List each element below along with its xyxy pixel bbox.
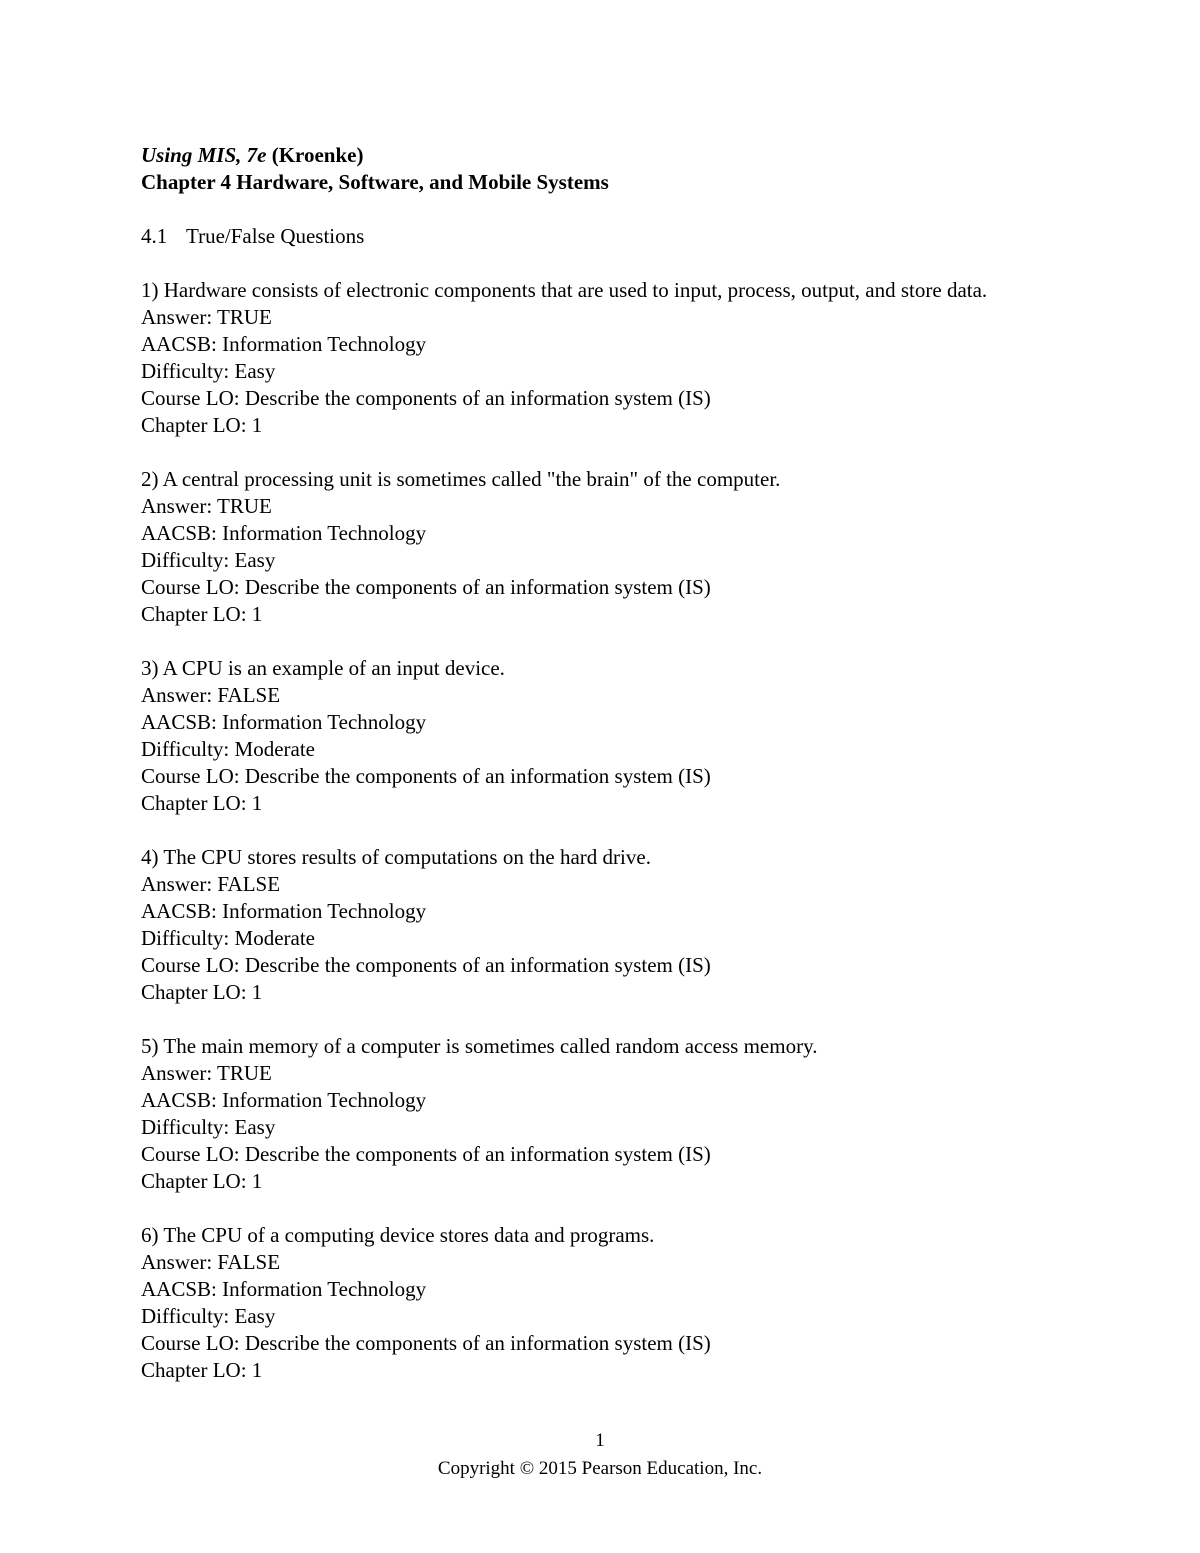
question-course-lo: Course LO: Describe the components of an information system (IS) (141, 575, 711, 599)
page-content (141, 142, 1061, 1411)
question-chapter-lo: Chapter LO: 1 (141, 413, 263, 437)
question-chapter-lo: Chapter LO: 1 (141, 791, 263, 815)
question-item (141, 844, 1061, 1006)
question-item (141, 1033, 1061, 1195)
question-aacsb: AACSB: Information Technology (141, 1277, 427, 1301)
question-aacsb: AACSB: Information Technology (141, 710, 427, 734)
question-text: 2) A central processing unit is sometimes called "the brain" of the computer. (141, 467, 781, 491)
question-answer: Answer: TRUE (141, 494, 272, 518)
question-text: 5) The main memory of a computer is sometimes called random access memory. (141, 1034, 818, 1058)
section-heading (141, 223, 1061, 250)
question-difficulty: Difficulty: Easy (141, 548, 276, 572)
question-chapter-lo: Chapter LO: 1 (141, 1358, 263, 1382)
question-answer: Answer: TRUE (141, 305, 272, 329)
question-text: 3) A CPU is an example of an input device. (141, 656, 505, 680)
question-item (141, 1222, 1061, 1384)
question-difficulty: Difficulty: Moderate (141, 737, 315, 761)
question-item (141, 277, 1061, 439)
book-title: Using MIS, 7e (141, 143, 267, 167)
question-aacsb: AACSB: Information Technology (141, 521, 427, 545)
question-difficulty: Difficulty: Easy (141, 1115, 276, 1139)
question-answer: Answer: FALSE (141, 1250, 281, 1274)
question-course-lo: Course LO: Describe the components of an information system (IS) (141, 764, 711, 788)
question-aacsb: AACSB: Information Technology (141, 332, 427, 356)
chapter-title: Chapter 4 Hardware, Software, and Mobile Systems (141, 170, 609, 194)
book-title-line (141, 142, 1061, 169)
section-title: True/False Questions (186, 224, 365, 248)
question-course-lo: Course LO: Describe the components of an information system (IS) (141, 953, 711, 977)
question-difficulty: Difficulty: Easy (141, 1304, 276, 1328)
question-answer: Answer: TRUE (141, 1061, 272, 1085)
question-item (141, 466, 1061, 628)
book-author: (Kroenke) (266, 143, 364, 167)
question-course-lo: Course LO: Describe the components of an information system (IS) (141, 1331, 711, 1355)
question-chapter-lo: Chapter LO: 1 (141, 1169, 263, 1193)
question-item (141, 655, 1061, 817)
question-difficulty: Difficulty: Easy (141, 359, 276, 383)
question-course-lo: Course LO: Describe the components of an information system (IS) (141, 386, 711, 410)
section-number: 4.1 (141, 224, 168, 248)
question-course-lo: Course LO: Describe the components of an information system (IS) (141, 1142, 711, 1166)
question-text: 6) The CPU of a computing device stores data and programs. (141, 1223, 655, 1247)
question-chapter-lo: Chapter LO: 1 (141, 602, 263, 626)
question-aacsb: AACSB: Information Technology (141, 899, 427, 923)
question-aacsb: AACSB: Information Technology (141, 1088, 427, 1112)
question-answer: Answer: FALSE (141, 872, 281, 896)
copyright-notice: Copyright © 2015 Pearson Education, Inc. (437, 1458, 763, 1479)
question-chapter-lo: Chapter LO: 1 (141, 980, 263, 1004)
question-text: 4) The CPU stores results of computations on the hard drive. (141, 845, 651, 869)
question-text: 1) Hardware consists of electronic components that are used to input, process, output, and store data. (141, 278, 988, 302)
page-number: 1 (595, 1430, 605, 1451)
question-difficulty: Difficulty: Moderate (141, 926, 315, 950)
question-answer: Answer: FALSE (141, 683, 281, 707)
